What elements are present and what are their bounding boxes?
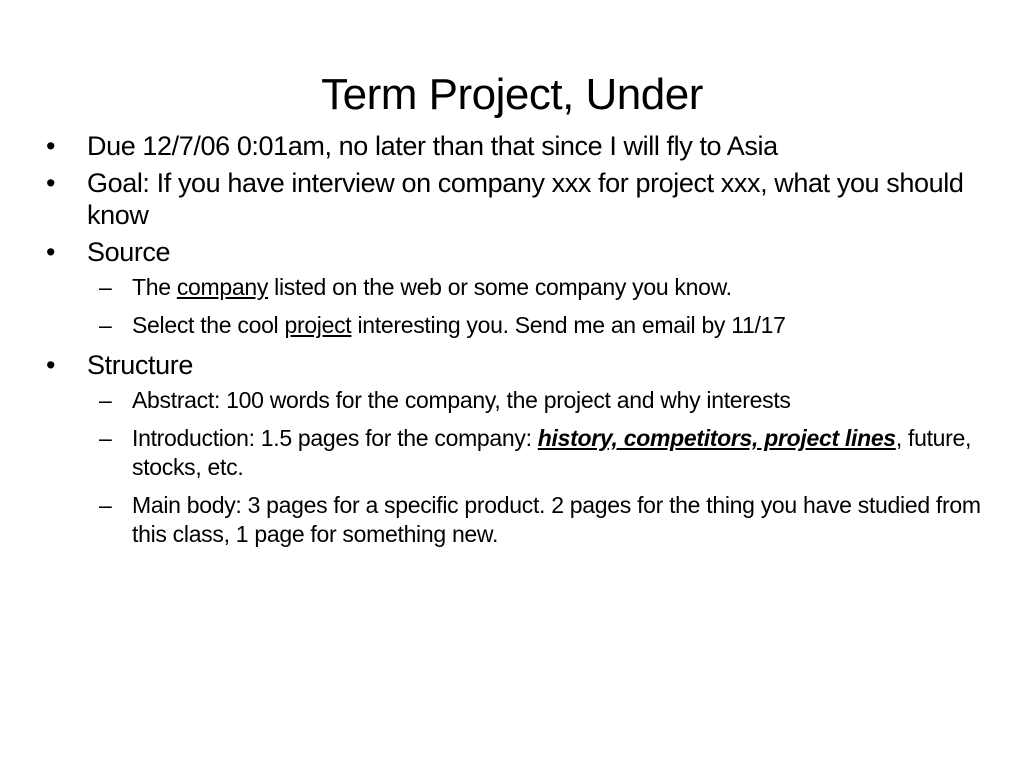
bullet-goal: [46, 167, 1006, 231]
dash-marker: –: [99, 492, 112, 518]
bullet-text: Source: [87, 237, 171, 267]
bullet-structure: [46, 349, 1006, 381]
sub-text-pre: Select the cool: [132, 312, 285, 338]
bullet-source: [46, 236, 1006, 268]
bullet-marker: •: [46, 168, 56, 198]
bullet-marker: •: [46, 131, 56, 161]
bullet-text: Due 12/7/06 0:01am, no later than that since I will fly to Asia: [87, 131, 778, 161]
sub-item-company: [46, 273, 1006, 302]
bullet-due-date: [46, 130, 1006, 162]
sub-text-pre: The: [132, 274, 177, 300]
bullet-marker: •: [46, 237, 56, 267]
source-sub-list: [46, 273, 1006, 340]
emphasized-topics: history, competitors, project lines: [537, 425, 896, 451]
sub-text-post: interesting you. Send me an email by 11/17: [351, 312, 786, 338]
bullet-list: [46, 130, 1006, 558]
slide-title: Term Project, Under: [321, 70, 703, 119]
sub-text: Main body: 3 pages for a specific product. 2 pages for the thing you have studied from this class, 1 page for something new.: [132, 492, 981, 547]
dash-marker: –: [99, 387, 112, 413]
bullet-text: Goal: If you have interview on company xxx for project xxx, what you should know: [87, 168, 964, 230]
sub-text-pre: Introduction: 1.5 pages for the company:: [132, 425, 538, 451]
dash-marker: –: [99, 274, 112, 300]
sub-item-main-body: [46, 491, 1006, 549]
sub-text: Abstract: 100 words for the company, the project and why interests: [132, 387, 791, 413]
bullet-marker: •: [46, 350, 56, 380]
sub-item-introduction: [46, 424, 1006, 482]
bullet-text: Structure: [87, 350, 193, 380]
sub-item-abstract: [46, 386, 1006, 415]
sub-text-post: listed on the web or some company you know.: [268, 274, 732, 300]
sub-item-project: [46, 311, 1006, 340]
project-link[interactable]: project: [284, 312, 352, 338]
dash-marker: –: [99, 312, 112, 338]
company-link[interactable]: company: [176, 274, 269, 300]
dash-marker: –: [99, 425, 112, 451]
sub-text-post: , future, stocks, etc.: [132, 425, 972, 480]
structure-sub-list: [46, 386, 1006, 549]
